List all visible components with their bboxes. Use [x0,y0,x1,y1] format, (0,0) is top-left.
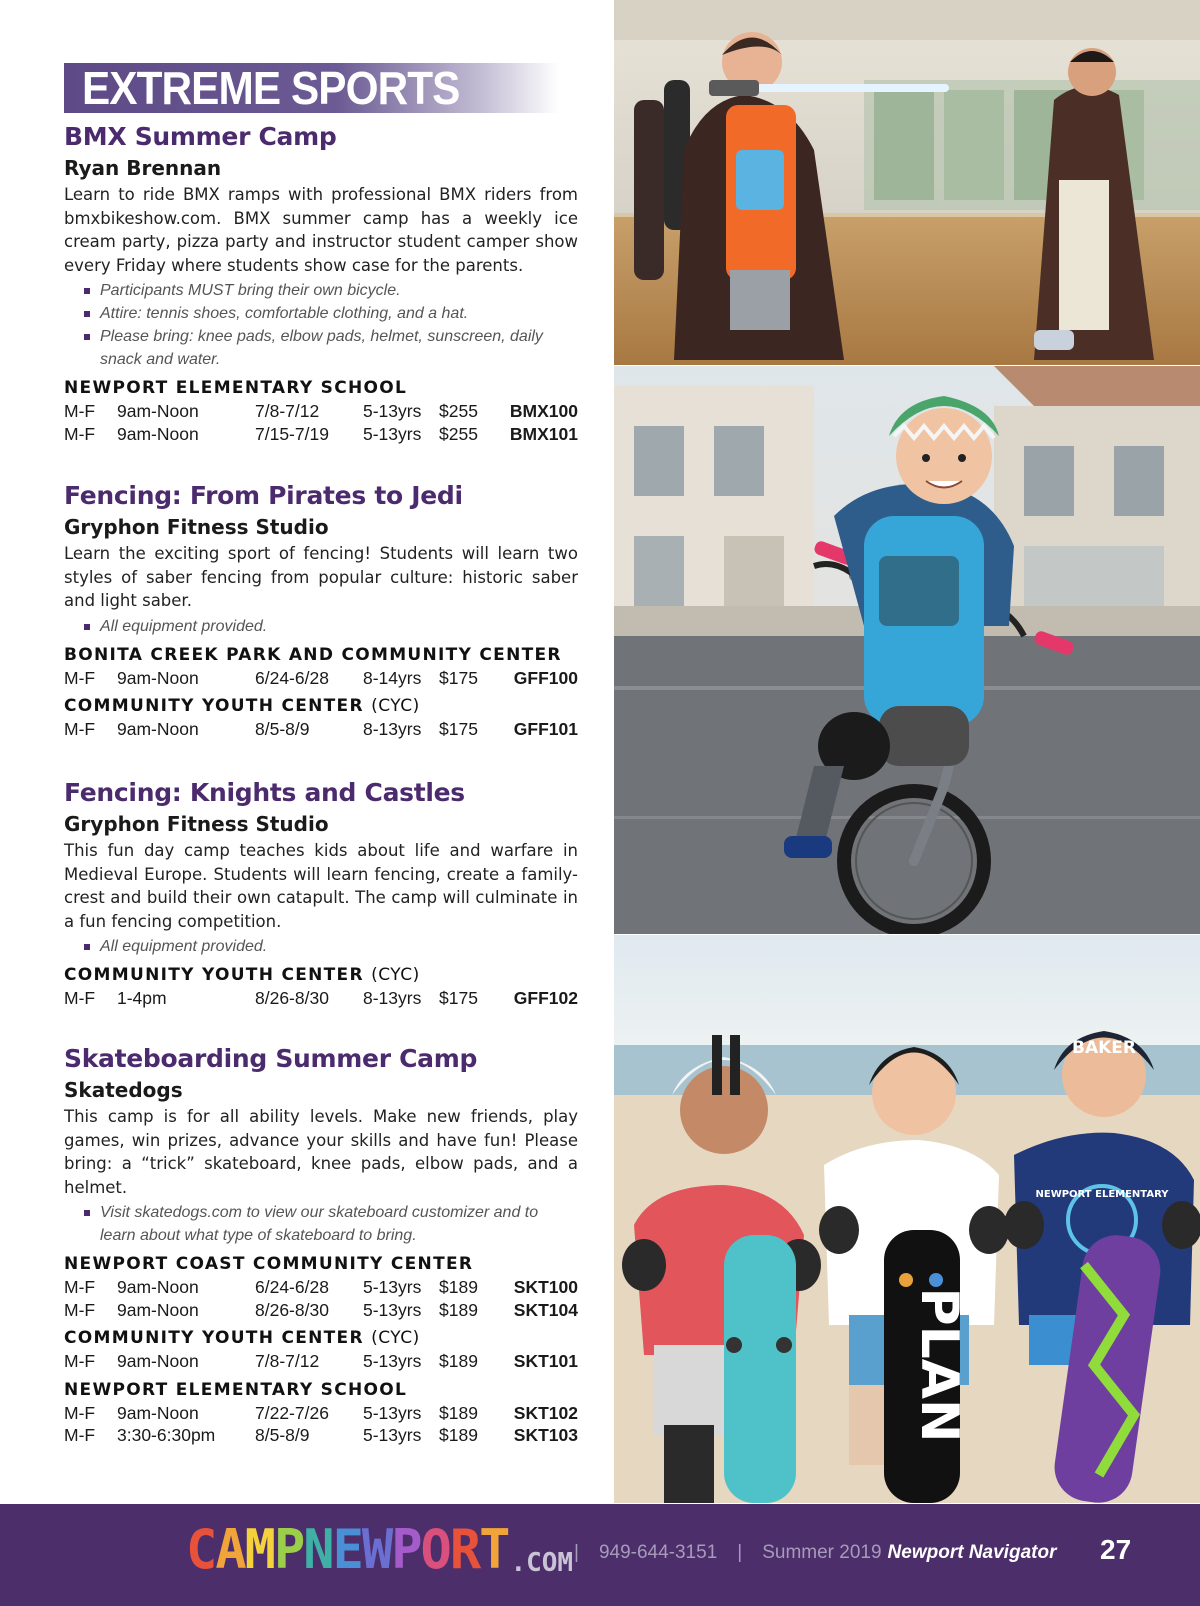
location-label: NEWPORT ELEMENTARY SCHOOL [64,1379,408,1400]
campnewport-logo[interactable] [186,1518,574,1582]
course-skateboarding-summer-camp [64,1043,578,1447]
page-footer [0,1504,1200,1606]
bullet-square-icon [84,334,90,340]
session-ages: 5-13yrs [363,1277,422,1297]
footer-sep-2: | [737,1542,743,1563]
session-ages: 5-13yrs [363,401,422,421]
session-ages: 5-13yrs [363,1351,422,1371]
location-label: NEWPORT COAST COMMUNITY CENTER [64,1254,474,1274]
note-item [82,1201,578,1247]
session-time: 9am-Noon [117,1277,199,1297]
note-item [82,302,578,325]
session-code[interactable]: GFF102 [513,988,578,1008]
session-time: 9am-Noon [117,1351,199,1371]
course-instructor: Gryphon Fitness Studio [64,515,329,539]
note-item [82,279,578,302]
session-days: M-F [64,988,96,1008]
course-instructor: Skatedogs [64,1078,183,1102]
session-row [64,1299,578,1322]
logo-letter: P [391,1518,421,1582]
session-code[interactable]: SKT100 [513,1277,578,1297]
session-row [64,423,578,446]
session-dates: 7/22-7/26 [255,1402,329,1423]
session-time: 9am-Noon [117,401,199,421]
logo-letter: M [244,1518,274,1582]
note-item [82,325,578,371]
session-days: M-F [64,401,96,421]
session-row [64,667,578,690]
logo-letter: T [479,1518,509,1582]
session-dates: 8/26-8/30 [255,988,329,1008]
session-fee: $189 [439,1277,478,1297]
section-title: EXTREME SPORTS [82,62,460,114]
session-time: 9am-Noon [117,719,199,739]
logo-letter: R [449,1518,480,1582]
session-dates: 7/8-7/12 [255,401,320,421]
session-row [64,1350,578,1373]
course-description: Learn the exciting sport of fencing! Students will learn two styles of saber fencing from popular culture: historic saber and light saber. [64,544,578,610]
session-fee: $255 [439,423,478,444]
note-text: All equipment provided. [100,617,268,635]
session-row [64,718,578,741]
course-notes [82,1201,578,1247]
course-title: Fencing: From Pirates to Jedi [64,481,463,510]
session-code[interactable]: GFF100 [513,667,578,688]
session-days: M-F [64,719,96,739]
session-time: 9am-Noon [117,423,199,444]
session-row [64,987,578,1010]
session-row [64,1402,578,1425]
note-text: Please bring: knee pads, elbow pads, helmet, sunscreen, daily snack and water. [100,328,543,368]
session-fee: $255 [439,401,478,421]
section-banner [64,63,559,113]
session-days: M-F [64,1299,96,1320]
logo-suffix: .COM [510,1548,574,1578]
session-fee: $189 [439,1425,478,1445]
session-code[interactable]: GFF101 [513,719,578,739]
session-dates: 7/8-7/12 [255,1351,320,1371]
footer-phone[interactable]: 949-644-3151 [598,1542,718,1563]
location-abbr: (CYC) [371,696,420,716]
course-notes [82,935,578,958]
location-name [64,695,578,718]
logo-letter: C [186,1518,216,1582]
bullet-square-icon [84,288,90,294]
note-item [82,615,578,638]
session-ages: 8-14yrs [363,667,422,688]
location-name [64,1327,578,1350]
logo-letter: A [215,1518,245,1582]
session-code[interactable]: BMX101 [509,423,578,444]
session-time: 9am-Noon [117,1402,199,1423]
photo-bmx-kid [614,366,1200,934]
session-ages: 5-13yrs [363,1402,422,1423]
course-fencing-pirates-jedi [64,480,578,741]
logo-letter: E [332,1518,362,1582]
session-dates: 7/15-7/19 [255,423,329,444]
page-number: 27 [1100,1534,1132,1565]
location-name [64,377,578,400]
session-days: M-F [64,1277,96,1297]
session-days: M-F [64,667,96,688]
session-days: M-F [64,1402,96,1423]
note-text: All equipment provided. [100,938,268,955]
bullet-square-icon [84,624,90,630]
course-notes [82,279,578,371]
session-ages: 5-13yrs [363,423,422,444]
board-text-plan: PLAN [909,1287,969,1443]
course-title: Fencing: Knights and Castles [64,778,465,807]
course-description: This camp is for all ability levels. Make new friends, play games, win prizes, advance your skills and have fun! Please bring: a “trick” skateboard, knee pads, elbow pads, and a helmet. [64,1107,578,1197]
session-dates: 8/26-8/30 [255,1299,329,1320]
session-fee: $189 [439,1351,478,1371]
course-title: Skateboarding Summer Camp [64,1044,478,1073]
helmet-text: BAKER [1072,1038,1136,1058]
session-code[interactable]: SKT102 [513,1402,578,1423]
note-text: Attire: tennis shoes, comfortable clothing, and a hat. [100,305,469,322]
location-label: COMMUNITY YOUTH CENTER [64,696,364,716]
session-dates: 8/5-8/9 [255,719,310,739]
photo-jedi-kids [614,0,1200,365]
logo-letter: N [303,1518,333,1582]
logo-letter: O [420,1518,450,1582]
location-abbr: (CYC) [371,965,420,985]
course-fencing-knights-castles [64,777,578,1010]
footer-sep-1: | [574,1542,579,1563]
session-time: 9am-Noon [117,667,199,688]
location-name [64,644,578,667]
footer-season: Summer 2019 [762,1542,882,1563]
session-code[interactable]: BMX100 [509,401,578,421]
footer-magazine: Newport Navigator [887,1542,1057,1563]
session-days: M-F [64,423,96,444]
session-days: M-F [64,1351,96,1371]
location-label: COMMUNITY YOUTH CENTER [64,1328,364,1348]
session-days: M-F [64,1425,96,1445]
session-fee: $189 [439,1299,478,1320]
bullet-square-icon [84,1210,90,1216]
session-fee: $175 [439,719,478,739]
location-name [64,964,578,987]
location-label: COMMUNITY YOUTH CENTER [64,965,364,985]
session-fee: $189 [439,1402,478,1423]
course-description: Learn to ride BMX ramps with professional BMX riders from bmxbikeshow.com. BMX summer camp has a weekly ice cream party, pizza party and instructor student camper show every Friday where students show case for the parents. [64,185,578,275]
photo-skateboard-kids [614,935,1200,1503]
session-row [64,400,578,423]
session-row [64,1424,578,1447]
session-time: 1-4pm [117,988,167,1008]
session-code[interactable]: SKT103 [513,1425,578,1445]
session-ages: 5-13yrs [363,1425,422,1445]
course-notes [82,615,578,638]
session-ages: 8-13yrs [363,719,422,739]
session-ages: 8-13yrs [363,988,422,1008]
location-name [64,1379,578,1402]
course-bmx-summer-camp [64,121,578,445]
course-description: This fun day camp teaches kids about life and warfare in Medieval Europe. Students will learn fencing, create a family-crest and build their own catapult. The camp will culminate in a fun fencing competition. [64,841,578,931]
session-fee: $175 [439,988,478,1008]
session-fee: $175 [439,667,478,688]
bullet-square-icon [84,944,90,950]
session-ages: 5-13yrs [363,1299,422,1320]
session-code[interactable]: SKT104 [513,1299,578,1320]
session-row [64,1276,578,1299]
note-text: Participants MUST bring their own bicycle. [100,282,401,299]
note-item [82,935,578,958]
session-time: 9am-Noon [117,1299,199,1320]
shirt-text: NEWPORT ELEMENTARY [1035,1189,1169,1200]
session-code[interactable]: SKT101 [513,1351,578,1371]
course-instructor: Gryphon Fitness Studio [64,812,329,836]
location-abbr: (CYC) [371,1328,420,1348]
location-name [64,1253,578,1276]
session-dates: 8/5-8/9 [255,1425,310,1445]
note-text: Visit skatedogs.com to view our skateboard customizer and to learn about what type of skateboard to bring. [100,1204,539,1244]
logo-letter: P [273,1518,304,1582]
location-label: NEWPORT ELEMENTARY SCHOOL [64,378,408,398]
session-dates: 6/24-6/28 [255,667,329,688]
session-time: 3:30-6:30pm [117,1425,216,1445]
course-instructor: Ryan Brennan [64,156,222,180]
location-label: BONITA CREEK PARK AND COMMUNITY CENTER [64,644,562,665]
bullet-square-icon [84,311,90,317]
logo-letter: W [361,1518,392,1582]
course-title: BMX Summer Camp [64,122,337,151]
footer-info [574,1542,1056,1564]
session-dates: 6/24-6/28 [255,1277,329,1297]
